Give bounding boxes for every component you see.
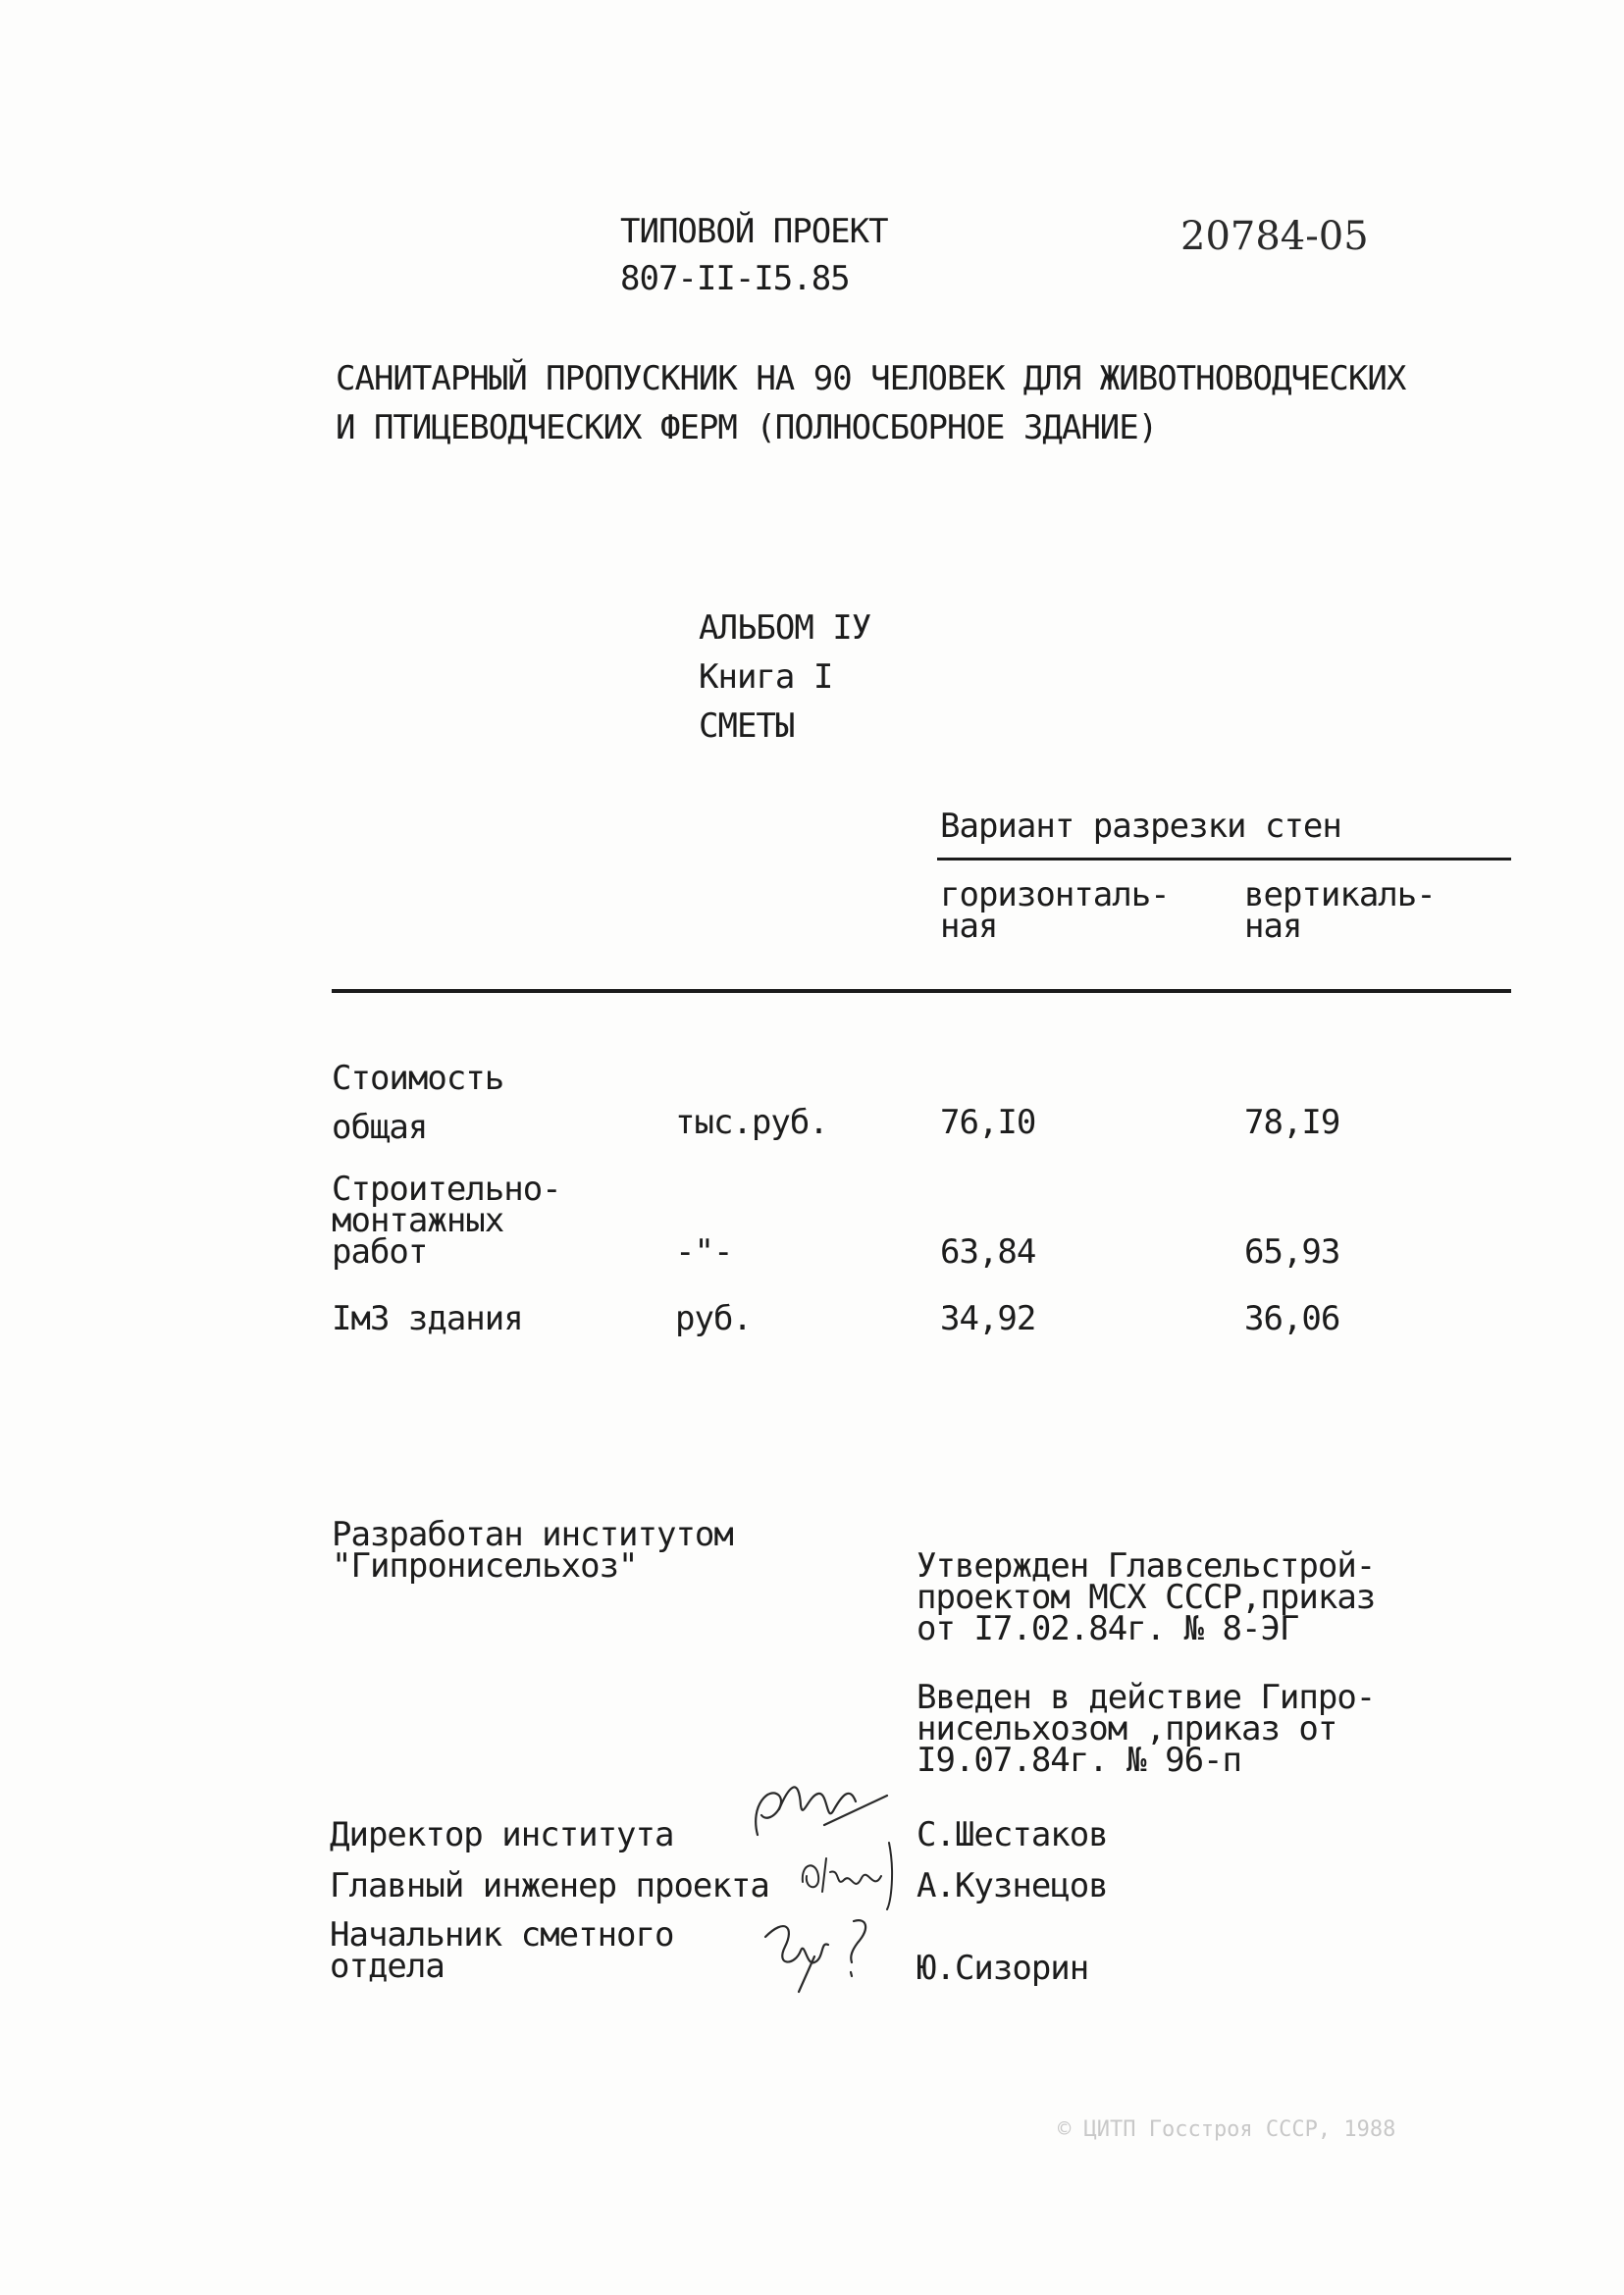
table-cell-value: 65,93 <box>1244 1232 1340 1272</box>
title-line-1: САНИТАРНЫЙ ПРОПУСКНИК НА 90 ЧЕЛОВЕК ДЛЯ ЖИВОТНОВОДЧЕСКИХ <box>336 359 1406 398</box>
signatory-name: С.Шестаков <box>917 1815 1108 1854</box>
signatory-role: Главный инженер проекта <box>330 1866 769 1905</box>
table-cell-unit: руб. <box>675 1299 752 1338</box>
table-group-header: Вариант разрезки стен <box>940 807 1341 846</box>
signatory-role: Начальник сметного отдела <box>330 1915 674 1986</box>
table-cell-value: 78,I9 <box>1244 1103 1340 1142</box>
inventory-number: 20784-05 <box>1180 214 1369 259</box>
copyright-notice: © ЦИТП Госстроя СССР, 1988 <box>1058 2117 1396 2142</box>
signature-chief-engineer <box>797 1833 954 1911</box>
title-line-2: И ПТИЦЕВОДЧЕСКИХ ФЕРМ (ПОЛНОСБОРНОЕ ЗДАНИЕ) <box>336 408 1158 447</box>
table-cell-unit: тыс.руб. <box>675 1103 828 1142</box>
approval-block: Утвержден Главсельстрой- проектом МСХ СССР,приказ от I7.02.84г. № 8-ЭГ <box>917 1546 1376 1648</box>
column-header-horizontal: горизонталь- ная <box>940 875 1170 946</box>
signatory-role: Директор института <box>330 1815 674 1854</box>
album-number: АЛЬБОМ IУ <box>699 608 871 648</box>
column-header-vertical: вертикаль- ная <box>1244 875 1436 946</box>
developer-block: Разработан институтом "Гипронисельхоз" <box>332 1515 733 1586</box>
table-cell-value: 34,92 <box>940 1299 1036 1338</box>
project-code: 807-II-I5.85 <box>620 259 850 298</box>
table-row-label: Iм3 здания <box>332 1299 523 1338</box>
book-number: Книга I <box>699 657 833 697</box>
table-cell-value: 63,84 <box>940 1232 1036 1272</box>
table-cell-value: 76,I0 <box>940 1103 1036 1142</box>
introduction-block: Введен в действие Гипро- нисельхозом ,приказ от I9.07.84г. № 96-п <box>917 1678 1376 1780</box>
section-name: СМЕТЫ <box>699 706 795 746</box>
project-type-label: ТИПОВОЙ ПРОЕКТ <box>620 212 888 251</box>
table-cell-value: 36,06 <box>1244 1299 1340 1338</box>
signature-estimate-head <box>756 1907 893 1996</box>
group-header-rule <box>937 858 1511 861</box>
table-cell-unit: -"- <box>675 1232 733 1272</box>
table-row-label: Стоимость общая <box>332 1059 504 1147</box>
table-row-label: Строительно- монтажных работ <box>332 1170 561 1272</box>
signatory-name: А.Кузнецов <box>917 1866 1108 1905</box>
signatory-name: Ю.Сизорин <box>917 1949 1089 1988</box>
table-header-rule <box>332 989 1511 993</box>
